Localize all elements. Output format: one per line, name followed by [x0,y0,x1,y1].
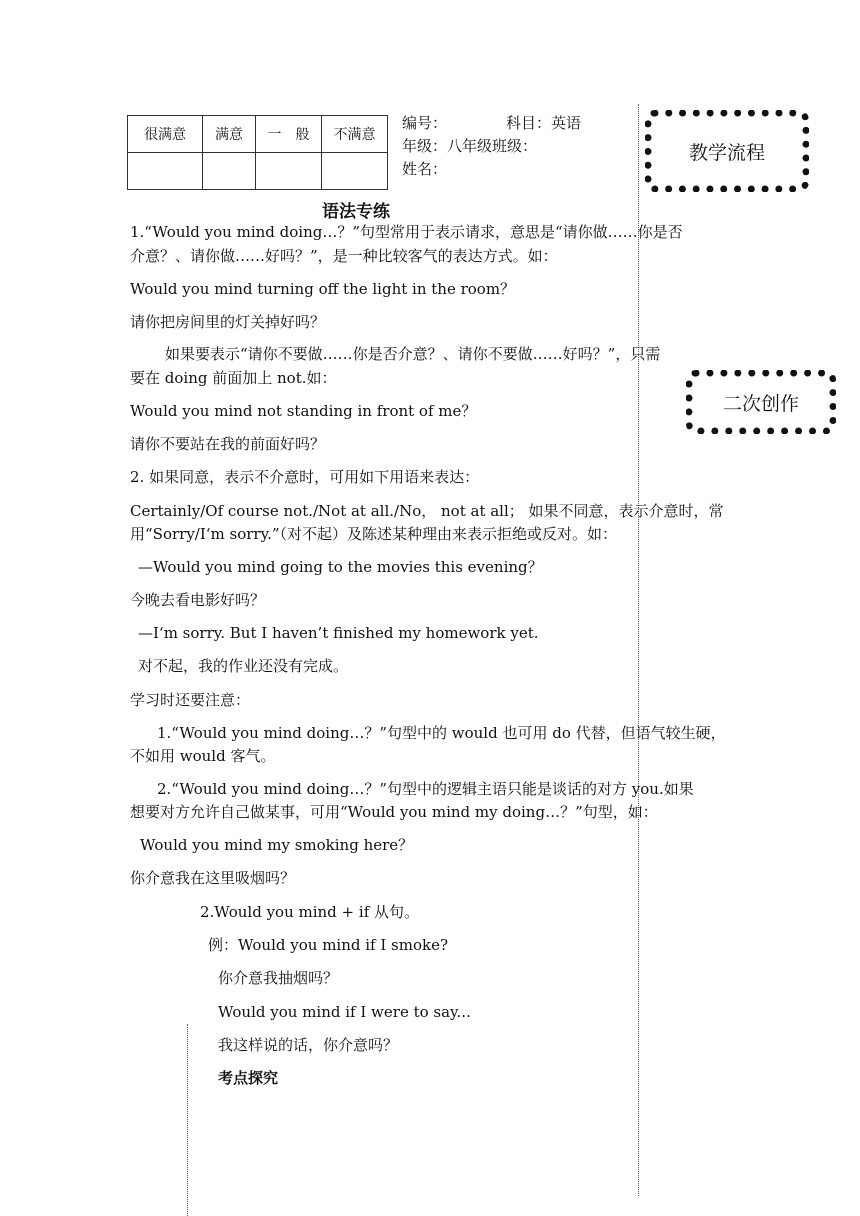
section2-example2-translation: 我这样说的话，你介意吗？ [218,1036,399,1054]
second-creation-label: 二次创作 [722,392,799,415]
dialogue-line1: —Would you mind going to the movies this evening？ [138,558,543,576]
note2-line2: 想要对方允许自己做某事，可用“Would you mind my doing…？”句型，如： [130,803,658,821]
dialogue-line2-translation: 对不起，我的作业还没有完成。 [138,657,349,675]
name-label: 姓名： [402,160,448,178]
section2-example2: Would you mind if I were to say... [218,1003,471,1021]
para2-line1: 如果要表示“请你不要做……你是否介意？、请你不要做……好吗？”，只需 [165,345,661,363]
section2-example-translation: 你介意我抽烟吗？ [218,969,339,987]
subject-label: 科目：英语 [506,114,582,132]
right-margin-divider [638,104,639,1196]
example1: Would you mind turning off the light in the room？ [130,280,516,298]
example3: Would you mind my smoking here？ [140,836,414,854]
rating-table-header-row [128,116,388,153]
rating-cell-very-satisfied[interactable] [128,153,203,190]
dialogue-line1-translation: 今晚去看电影好吗？ [130,591,266,609]
section2-example: 例：Would you mind if I smoke? [208,936,449,954]
teaching-flow-box [645,110,809,192]
rating-satisfied: 满意 [203,116,256,153]
rating-average: 一 般 [256,116,322,153]
example3-translation: 你介意我在这里吸烟吗？ [130,869,296,887]
section2-heading: 2.Would you mind + if 从句。 [200,903,420,921]
para3: 2. 如果同意，表示不介意时，可用如下用语来表达： [130,468,480,486]
para1-line2: 介意？、请你做……好吗？”，是一种比较客气的表达方式。如： [130,247,558,265]
rating-table [127,115,388,190]
para1-line1: 1.“Would you mind doing…？”句型常用于表示请求，意思是“请你做……你是否 [130,223,683,241]
serial-label: 编号： [402,114,448,132]
left-bottom-divider [187,1024,188,1216]
grade-class-label: 年级：八年级班级： [402,137,538,155]
note-heading: 学习时还要注意： [130,691,251,709]
note2-line1: 2.“Would you mind doing…？”句型中的逻辑主语只能是谈话的对方 you.如果 [157,780,694,798]
note1-line2: 不如用 would 客气。 [130,747,276,765]
rating-table-input-row [128,153,388,190]
second-creation-box [686,370,836,434]
example1-translation: 请你把房间里的灯关掉好吗？ [130,313,326,331]
example2: Would you mind not standing in front of me？ [130,402,477,420]
para4-line2: 用“Sorry/I‘m sorry.”（对不起）及陈述某种理由来表示拒绝或反对。如： [130,525,618,543]
page-title: 语法专练 [322,202,390,222]
rating-cell-average[interactable] [256,153,322,190]
para2-line2: 要在 doing 前面加上 not.如： [130,369,337,387]
rating-unsatisfied: 不满意 [322,116,388,153]
rating-cell-unsatisfied[interactable] [322,153,388,190]
example2-translation: 请你不要站在我的前面好吗？ [130,435,326,453]
para4-line1: Certainly/Of course not./Not at all./No， not at all； 如果不同意，表示介意时，常 [130,502,724,520]
exam-points-heading: 考点探究 [218,1069,279,1087]
rating-cell-satisfied[interactable] [203,153,256,190]
rating-very-satisfied: 很满意 [128,116,203,153]
teaching-flow-label: 教学流程 [688,141,765,164]
dialogue-line2: —I‘m sorry. But I haven’t finished my homework yet. [138,624,539,642]
note1-line1: 1.“Would you mind doing…？”句型中的 would 也可用 do 代替，但语气较生硬， [157,724,726,742]
